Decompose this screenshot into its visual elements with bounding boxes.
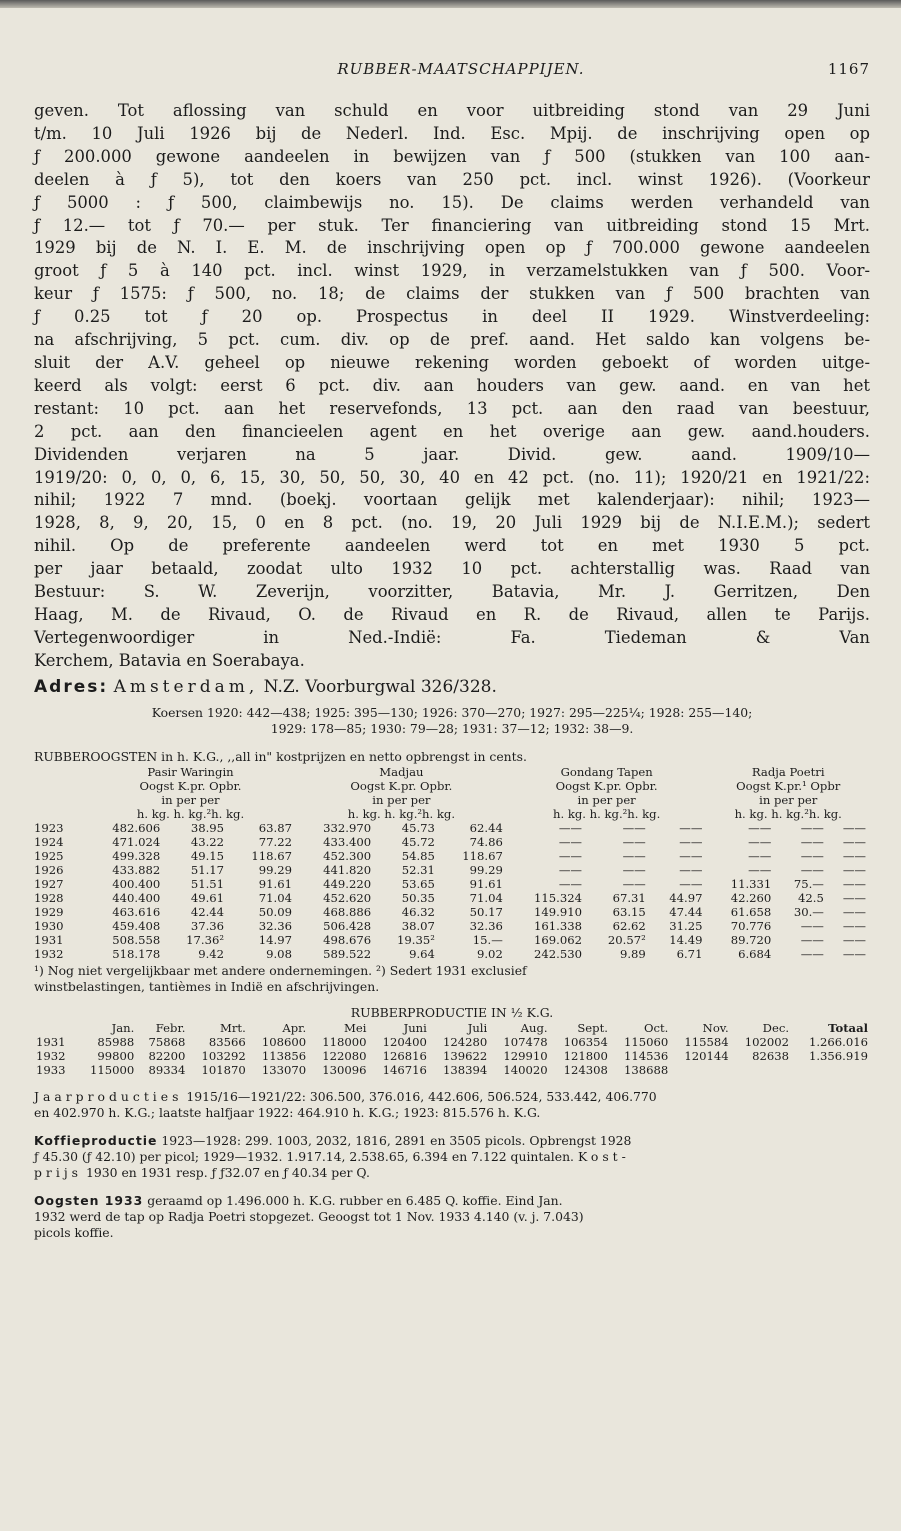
table-cell: 54.85: [401, 848, 435, 863]
table-cell: 121800: [563, 1048, 608, 1063]
table-row: [34, 849, 870, 863]
table-cell: 14.49: [669, 932, 703, 947]
table-cell: 50.17: [469, 904, 503, 919]
column-header: Jan.: [111, 1020, 135, 1035]
scan-top-edge: [0, 0, 901, 8]
table-cell: 508.558: [112, 932, 161, 947]
body-line: ƒ 12.— tot ƒ 70.— per stuk. Ter financiering van uitbreiding stond 15 Mrt.: [34, 215, 870, 235]
table-cell: 9.42: [198, 946, 225, 961]
oogsten-1933-label: Oogsten 1933: [34, 1192, 144, 1208]
koersen-line: 1929: 178—85; 1930: 79—28; 1931: 37—12; 1932: 38—9.: [270, 720, 634, 736]
table-cell: 85988: [97, 1034, 135, 1049]
table-cell: 99.29: [258, 862, 292, 877]
table-cell: ——: [748, 848, 772, 863]
table-cell: 52.31: [401, 862, 435, 877]
table-cell: 11.331: [730, 876, 772, 891]
table-cell: 130096: [322, 1062, 367, 1077]
table-cell: 118.67: [251, 848, 292, 863]
koffie-text: prijs: [34, 1164, 83, 1180]
estate-header: Madjau: [379, 764, 424, 779]
table-cell: [670, 1063, 730, 1077]
column-header: Totaal: [828, 1020, 868, 1035]
table-cell: 120144: [684, 1048, 729, 1063]
body-line: na afschrijving, 5 pct. cum. div. op de pref. aand. Het saldo kan volgens be-: [34, 330, 870, 350]
body-line: per jaar betaald, zoodat ulto 1932 10 pct. achterstallig was. Raad van: [34, 559, 870, 579]
table-cell: 6.71: [676, 946, 703, 961]
table-cell: 146716: [382, 1062, 427, 1077]
table-cell: 124308: [563, 1062, 608, 1077]
table-cell: 74.86: [469, 834, 503, 849]
table-cell: 19.35²: [397, 932, 435, 947]
table-cell: 149.910: [534, 904, 582, 919]
table-cell: 471.024: [112, 834, 161, 849]
table-cell: 115.324: [534, 890, 582, 905]
table-cell: 138688: [624, 1062, 669, 1077]
table-cell: ——: [842, 890, 866, 905]
table-cell: 70.776: [730, 918, 772, 933]
table-cell: 91.61: [469, 876, 503, 891]
table-cell: ——: [679, 848, 703, 863]
body-line: nihil. Op de preferente aandeelen werd tot en met 1930 5 pct.: [34, 536, 870, 556]
column-header: Sept.: [577, 1020, 608, 1035]
body-line: nihil; 1922 7 mnd. (boekj. voortaan gelijk met kalenderjaar): nihil; 1923—: [34, 490, 870, 510]
oogsten-1933-text: geraamd op 1.496.000 h. K.G. rubber en 6.485 Q. koffie. Eind Jan.: [143, 1192, 563, 1208]
table-cell: 126816: [382, 1048, 427, 1063]
table-cell: 89.720: [730, 932, 772, 947]
table-cell: 102002: [744, 1034, 790, 1049]
table-cell: 449.220: [323, 876, 372, 891]
koffie-text: ƒ 45.30 (ƒ 42.10) per picol; 1929—1932. 1.917.14, 2.538.65, 6.394 en 7.122 quintalen.: [34, 1148, 578, 1164]
koffie-text: 1930 en 1931 resp. ƒ ƒ32.07 en ƒ 40.34 per Q.: [82, 1164, 370, 1180]
table-cell: 45.72: [401, 834, 435, 849]
year-cell: 1929: [34, 904, 64, 919]
oogsten-1933-block: [34, 1193, 870, 1241]
year-cell: 1930: [34, 918, 64, 933]
oogsten-1933-text: 1932 werd de tap op Radja Poetri stopgezet. Geoogst tot 1 Nov. 1933 4.140 (v. j. 7.043): [34, 1208, 584, 1224]
column-header: Dec.: [762, 1020, 790, 1035]
table-cell: ——: [748, 862, 772, 877]
table-cell: 82638: [752, 1048, 790, 1063]
table-cell: ——: [842, 862, 866, 877]
jaarproducties-block: [34, 1089, 870, 1121]
koffie-label: Koffieproductie: [34, 1132, 158, 1148]
table-cell: ——: [679, 834, 703, 849]
table-cell: 140020: [503, 1062, 548, 1077]
body-line: Vertegenwoordiger in Ned.-Indië: Fa. Tiedeman & Van: [34, 627, 870, 647]
address-street: N.Z. Voorburgwal 326/328.: [263, 676, 497, 697]
table-cell: 518.178: [112, 946, 161, 961]
oogsten-title: RUBBEROOGSTEN in h. K.G., ,,all in" kostprijzen en netto opbrengst in cents.: [34, 748, 527, 764]
estate-header: Pasir Waringin: [147, 764, 234, 779]
table-cell: 115584: [684, 1034, 729, 1049]
column-header: Mrt.: [220, 1020, 246, 1035]
table-cell: ——: [558, 862, 582, 877]
column-header: Febr.: [155, 1020, 186, 1035]
table-cell: 9.89: [619, 946, 646, 961]
table-cell: 44.97: [669, 890, 703, 905]
table-cell: 441.820: [323, 862, 372, 877]
year-cell: 1932: [36, 1048, 66, 1063]
table-cell: 50.35: [401, 890, 435, 905]
table-cell: ——: [800, 834, 824, 849]
table-row: [34, 821, 870, 835]
year-cell: 1931: [34, 932, 64, 947]
table-cell: ——: [842, 904, 866, 919]
table-cell: 91.61: [258, 876, 292, 891]
table-cell: 62.44: [469, 820, 503, 835]
address-city: Amsterdam,: [113, 676, 259, 697]
table-row: [34, 1049, 870, 1063]
table-cell: 51.51: [190, 876, 225, 891]
table-cell: ——: [842, 876, 866, 891]
year-cell: 1933: [36, 1062, 66, 1077]
table-cell: 433.882: [112, 862, 161, 877]
estate-header: Oogst K.pr. Opbr.: [350, 778, 453, 793]
koffie-block: [34, 1133, 870, 1181]
oogsten-footnote: winstbelastingen, tantièmes in Indië en afschrijvingen.: [34, 978, 380, 994]
table-cell: 452.300: [323, 848, 372, 863]
table-cell: 50.09: [258, 904, 292, 919]
table-cell: 99800: [97, 1048, 135, 1063]
table-row: [34, 919, 870, 933]
table-cell: 107478: [503, 1034, 548, 1049]
year-cell: 1932: [34, 946, 64, 961]
table-cell: 75.—: [793, 876, 824, 891]
estate-header: in per per: [161, 792, 220, 807]
table-cell: 31.25: [669, 918, 703, 933]
table-cell: 482.606: [112, 820, 161, 835]
table-cell: 45.73: [401, 820, 435, 835]
table-cell: 433.400: [323, 834, 372, 849]
column-header: Mei: [344, 1020, 367, 1035]
table-cell: 51.17: [190, 862, 225, 877]
table-cell: 38.95: [190, 820, 225, 835]
table-cell: 118.67: [462, 848, 503, 863]
table-cell: ——: [558, 834, 582, 849]
productie-table: [34, 1021, 870, 1077]
table-cell: 32.36: [469, 918, 503, 933]
table-cell: 106354: [563, 1034, 608, 1049]
body-line: sluit der A.V. geheel op nieuwe rekening worden geboekt of worden uitge-: [34, 352, 870, 372]
body-line: keerd als volgt: eerst 6 pct. div. aan houders van gew. aand. en van het: [34, 375, 870, 395]
table-cell: 400.400: [112, 876, 161, 891]
table-cell: 89334: [148, 1062, 186, 1077]
table-row: [34, 877, 870, 891]
table-cell: ——: [842, 848, 866, 863]
table-cell: ——: [842, 932, 866, 947]
table-cell: ——: [622, 862, 646, 877]
table-cell: 161.338: [534, 918, 582, 933]
table-cell: 108600: [261, 1034, 307, 1049]
estate-header: h. kg. h. kg.²h. kg.: [136, 806, 245, 821]
body-line: 1919/20: 0, 0, 0, 6, 15, 30, 50, 50, 30, 40 en 42 pct. (no. 11); 1920/21 en 1921/22:: [34, 467, 870, 487]
table-cell: 49.15: [190, 848, 225, 863]
estate-header: Radja Poetri: [751, 764, 825, 779]
body-line: Haag, M. de Rivaud, O. de Rivaud en R. de Rivaud, allen te Parijs.: [34, 604, 870, 624]
table-cell: 114536: [624, 1048, 669, 1063]
body-line: geven. Tot aflossing van schuld en voor uitbreiding stond van 29 Juni: [34, 101, 870, 120]
table-cell: ——: [622, 820, 646, 835]
column-header: Aug.: [520, 1020, 548, 1035]
table-cell: ——: [800, 946, 824, 961]
table-cell: 49.61: [190, 890, 225, 905]
table-row: [34, 1063, 870, 1077]
body-line: restant: 10 pct. aan het reservefonds, 13 pct. aan den raad van beestuur,: [34, 398, 870, 418]
body-line: t/m. 10 Juli 1926 bij de Nederl. Ind. Esc. Mpij. de inschrijving open op: [34, 123, 870, 143]
table-cell: 61.658: [730, 904, 772, 919]
table-cell: 83566: [208, 1034, 246, 1049]
table-cell: 17.36²: [186, 932, 225, 947]
oogsten-table: [34, 765, 870, 961]
running-title: RUBBER-MAATSCHAPPIJEN.: [337, 60, 585, 78]
table-cell: [731, 1063, 791, 1077]
table-cell: 120400: [382, 1034, 427, 1049]
estate-header: in per per: [759, 792, 818, 807]
table-cell: 53.65: [401, 876, 435, 891]
table-cell: ——: [558, 876, 582, 891]
year-cell: 1928: [34, 890, 64, 905]
koffie-text: 1923—1928: 299. 1003, 2032, 1816, 2891 en 3505 picols. Opbrengst 1928: [157, 1132, 632, 1148]
table-row: [34, 891, 870, 905]
year-cell: 1927: [34, 876, 64, 891]
table-cell: 99.29: [469, 862, 503, 877]
table-cell: 118000: [322, 1034, 367, 1049]
table-cell: 1.356.919: [808, 1048, 868, 1063]
table-cell: ——: [842, 918, 866, 933]
table-cell: ——: [800, 848, 824, 863]
table-cell: 9.02: [477, 946, 503, 961]
table-cell: 14.97: [258, 932, 292, 947]
table-cell: 37.36: [190, 918, 225, 933]
table-cell: 463.616: [112, 904, 161, 919]
table-cell: 440.400: [112, 890, 161, 905]
table-cell: ——: [748, 834, 772, 849]
table-cell: 242.530: [534, 946, 582, 961]
column-header: Juli: [467, 1020, 488, 1035]
table-row: [34, 947, 870, 961]
body-text: [34, 100, 870, 673]
column-header: Apr.: [282, 1020, 307, 1035]
body-line: 1928, 8, 9, 20, 15, 0 en 8 pct. (no. 19, 20 Juli 1929 bij de N.I.E.M.); sedert: [34, 513, 870, 533]
estate-header: in per per: [577, 792, 636, 807]
table-cell: ——: [679, 876, 703, 891]
table-cell: 82200: [148, 1048, 186, 1063]
table-cell: 32.36: [258, 918, 292, 933]
table-cell: 589.522: [323, 946, 372, 961]
table-cell: 38.07: [401, 918, 435, 933]
estate-header: h. kg. h. kg.²h. kg.: [347, 806, 456, 821]
table-cell: 43.22: [190, 834, 225, 849]
year-col-spacer: [34, 807, 85, 821]
table-cell: ——: [622, 848, 646, 863]
table-row: [34, 863, 870, 877]
estate-header: Oogst K.pr.¹ Opbr: [736, 778, 841, 793]
table-cell: 499.328: [112, 848, 161, 863]
table-cell: 115060: [624, 1034, 669, 1049]
table-cell: 75868: [148, 1034, 186, 1049]
body-line: Kerchem, Batavia en Soerabaya.: [34, 650, 305, 670]
table-cell: 169.062: [534, 932, 582, 947]
column-header: [34, 1021, 76, 1035]
year-col-spacer: [34, 793, 85, 807]
table-cell: 138394: [442, 1062, 488, 1077]
table-cell: ——: [622, 876, 646, 891]
table-cell: ——: [679, 862, 703, 877]
body-line: groot ƒ 5 à 140 pct. incl. winst 1929, in verzamelstukken van ƒ 500. Voor-: [34, 261, 870, 281]
page: [34, 60, 870, 1241]
productie-title: RUBBERPRODUCTIE IN ½ K.G.: [350, 1004, 554, 1020]
table-cell: ——: [679, 820, 703, 835]
table-cell: 42.5: [798, 890, 824, 905]
table-cell: 133070: [261, 1062, 307, 1077]
table-cell: 122080: [322, 1048, 367, 1063]
table-cell: 63.87: [258, 820, 292, 835]
jaarproducties-label: Jaarproducties: [34, 1088, 183, 1104]
oogsten-footnote: ¹) Nog niet vergelijkbaar met andere ondernemingen. ²) Sedert 1931 exclusief: [34, 962, 527, 978]
table-cell: ——: [800, 918, 824, 933]
table-cell: 15.—: [472, 932, 503, 947]
koersen-block: [34, 705, 870, 737]
koffie-text: Kost-: [577, 1148, 630, 1164]
table-cell: 9.08: [266, 946, 292, 961]
table-cell: ——: [748, 820, 772, 835]
body-line: Dividenden verjaren na 5 jaar. Divid. gew. aand. 1909/10—: [34, 444, 870, 464]
body-line: 2 pct. aan den financieelen agent en het overige aan gew. aand.houders.: [34, 421, 870, 441]
table-cell: ——: [842, 946, 866, 961]
table-cell: 71.04: [469, 890, 503, 905]
table-cell: 506.428: [323, 918, 372, 933]
table-cell: 498.676: [323, 932, 372, 947]
table-cell: 67.31: [612, 890, 646, 905]
estate-header: Oogst K.pr. Opbr.: [139, 778, 242, 793]
estate-header: h. kg. h. kg.²h. kg.: [734, 806, 842, 821]
year-col-spacer: [34, 779, 85, 793]
table-cell: 124280: [442, 1034, 488, 1049]
estate-header: Oogst K.pr. Opbr.: [555, 778, 658, 793]
table-cell: 459.408: [112, 918, 161, 933]
table-cell: 30.—: [793, 904, 824, 919]
table-row: [34, 835, 870, 849]
jaarproducties-text: 1915/16—1921/22: 306.500, 376.016, 442.606, 506.524, 533.442, 406.770: [182, 1088, 657, 1104]
table-cell: 42.44: [190, 904, 225, 919]
year-cell: 1925: [34, 848, 64, 863]
table-cell: ——: [558, 848, 582, 863]
estate-header: h. kg. h. kg.²h. kg.: [553, 806, 661, 821]
table-cell: ——: [800, 932, 824, 947]
page-header: [34, 60, 870, 78]
table-cell: 452.620: [323, 890, 372, 905]
oogsten-1933-text: picols koffie.: [34, 1224, 114, 1240]
table-cell: 139622: [442, 1048, 488, 1063]
year-cell: 1924: [34, 834, 64, 849]
body-line: ƒ 200.000 gewone aandeelen in bewijzen van ƒ 500 (stukken van 100 aan-: [34, 146, 870, 166]
table-cell: 20.57²: [607, 932, 646, 947]
table-cell: 71.04: [258, 890, 292, 905]
table-cell: ——: [558, 820, 582, 835]
table-cell: ——: [800, 820, 824, 835]
column-header: Nov.: [702, 1020, 729, 1035]
body-line: Bestuur: S. W. Zeverijn, voorzitter, Batavia, Mr. J. Gerritzen, Den: [34, 582, 870, 602]
table-cell: 468.886: [323, 904, 372, 919]
table-cell: 129910: [503, 1048, 548, 1063]
table-cell: ——: [842, 820, 866, 835]
body-line: ƒ 0.25 tot ƒ 20 op. Prospectus in deel II 1929. Winstverdeeling:: [34, 307, 870, 327]
table-cell: 63.15: [612, 904, 646, 919]
table-cell: ——: [800, 862, 824, 877]
body-line: 1929 bij de N. I. E. M. de inschrijving open op ƒ 700.000 gewone aandeelen: [34, 238, 870, 258]
estate-header: Gondang Tapen: [560, 764, 653, 779]
table-row: [34, 1035, 870, 1049]
estate-header: in per per: [372, 792, 431, 807]
jaarproducties-text: en 402.970 h. K.G.; laatste halfjaar 1922: 464.910 h. K.G.; 1923: 815.576 h. K.G.: [34, 1104, 541, 1120]
column-header: Juni: [403, 1020, 427, 1035]
table-cell: 6.684: [738, 946, 772, 961]
address-label: Adres:: [34, 676, 109, 697]
table-cell: 47.44: [669, 904, 703, 919]
table-cell: ——: [622, 834, 646, 849]
table-row: [34, 905, 870, 919]
column-header: Oct.: [643, 1020, 669, 1035]
table-cell: 1.266.016: [808, 1034, 868, 1049]
table-cell: 103292: [201, 1048, 246, 1063]
body-line: ƒ 5000 : ƒ 500, claimbewijs no. 15). De claims werden verhandeld van: [34, 192, 870, 212]
table-cell: 101870: [201, 1062, 246, 1077]
table-cell: 42.260: [730, 890, 772, 905]
table-cell: 77.22: [258, 834, 292, 849]
year-col-spacer: [34, 765, 85, 779]
address-line: [34, 675, 870, 699]
table-cell: 46.32: [401, 904, 435, 919]
table-cell: 113856: [261, 1048, 307, 1063]
year-cell: 1926: [34, 862, 64, 877]
year-cell: 1923: [34, 820, 64, 835]
year-cell: 1931: [36, 1034, 66, 1049]
page-number: 1167: [827, 60, 870, 78]
table-cell: 9.64: [409, 946, 435, 961]
table-cell: ——: [842, 834, 866, 849]
koersen-line: Koersen 1920: 442—438; 1925: 395—130; 1926: 370—270; 1927: 295—225¼; 1928: 255—140;: [151, 704, 753, 720]
body-line: keur ƒ 1575: ƒ 500, no. 18; de claims der stukken van ƒ 500 brachten van: [34, 284, 870, 304]
body-line: deelen à ƒ 5), tot den koers van 250 pct. incl. winst 1926). (Voorkeur: [34, 169, 870, 189]
table-cell: 115000: [90, 1062, 135, 1077]
table-cell: 62.62: [612, 918, 646, 933]
table-row: [34, 933, 870, 947]
table-cell: 332.970: [323, 820, 372, 835]
